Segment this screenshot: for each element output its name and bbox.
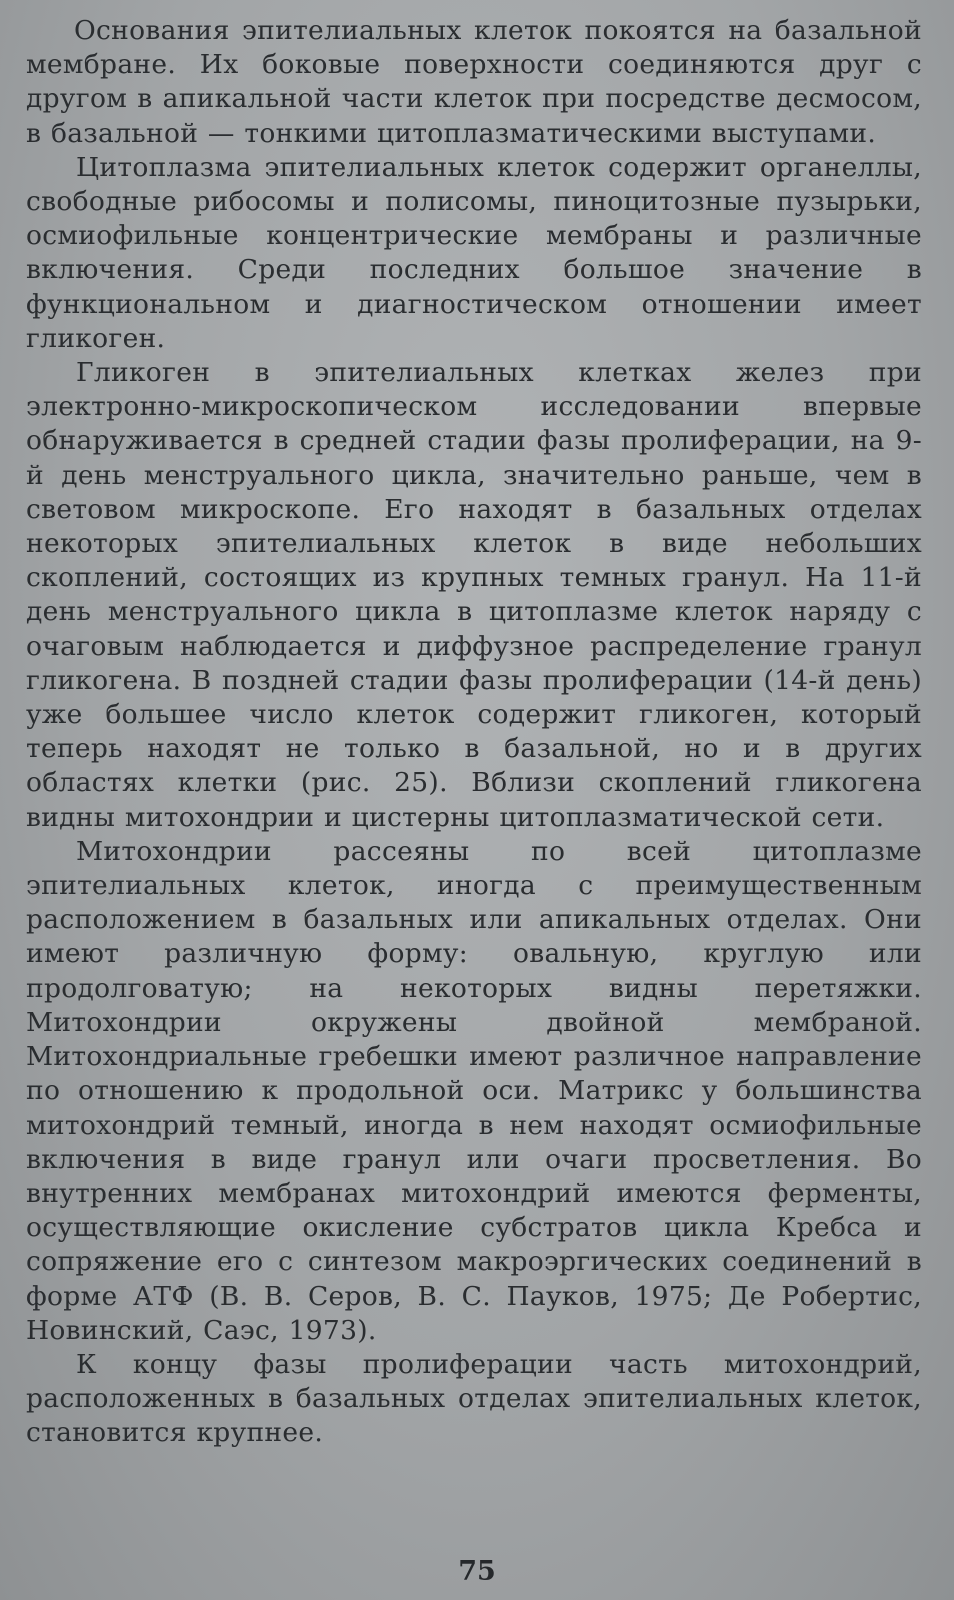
paragraph-glycogen: Гликоген в эпителиальных клетках желез при электронно-микроскопическом исследовании впервые обнаруживается в средней стадии фазы пролиферации, на 9-й день менструального цикла, значительно раньше, чем в световом микроскопе. Его находят в базальных отделах некоторых эпителиальных клеток в виде небольших скоплений, состоящих из крупных темных гранул. На 11-й день менструального цикла в цитоплазме клеток наряду с очаговым наблюдается и диффузное распределение гранул гликогена. В поздней стадии фазы пролиферации (14-й день) уже большее число клеток содержит гликоген, который теперь находят не только в базальной, но и в других областях клетки (рис. 25). Вблизи скоплений гликогена видны митохондрии и цистерны цитоплазматической сети.: [26, 357, 922, 833]
paragraph-cytoplasm: Цитоплазма эпителиальных клеток содержит органеллы, свободные рибосомы и полисомы, пиноцитозные пузырьки, осмиофильные концентрические мембраны и различные включения. Среди последних большое значение в функциональном и диагностическом отношении имеет гликоген.: [26, 151, 922, 354]
page-number: 75: [458, 1556, 496, 1587]
paragraph-basal-membrane: Основания эпителиальных клеток покоятся на базальной мембране. Их боковые поверхности соединяются друг с другом в апикальной части клеток при посредстве десмосом, в базальной — тонкими цитоплазматическими выступами.: [26, 15, 922, 149]
paragraph-proliferation-end: К концу фазы пролиферации часть митохондрий, расположенных в базальных отделах эпителиальных клеток, становится крупнее.: [26, 1348, 922, 1449]
body-text: [26, 14, 922, 1451]
paragraph-mitochondria: Митохондрии рассеяны по всей цитоплазме эпителиальных клеток, иногда с преимущественным расположением в базальных или апикальных отделах. Они имеют различную форму: овальную, круглую или продолговатую; на некоторых видны перетяжки. Митохондрии окружены двойной мембраной. Митохондриальные гребешки имеют различное направление по отношению к продольной оси. Матрикс у большинства митохондрий темный, иногда в нем находят осмиофильные включения в виде гранул или очаги просветления. Во внутренних мембранах митохондрий имеются ферменты, осуществляющие окисление субстратов цикла Кребса и сопряжение его с синтезом макроэргических соединений в форме АТФ (В. В. Серов, В. С. Пауков, 1975; Де Робертис, Новинский, Саэс, 1973).: [26, 835, 922, 1346]
